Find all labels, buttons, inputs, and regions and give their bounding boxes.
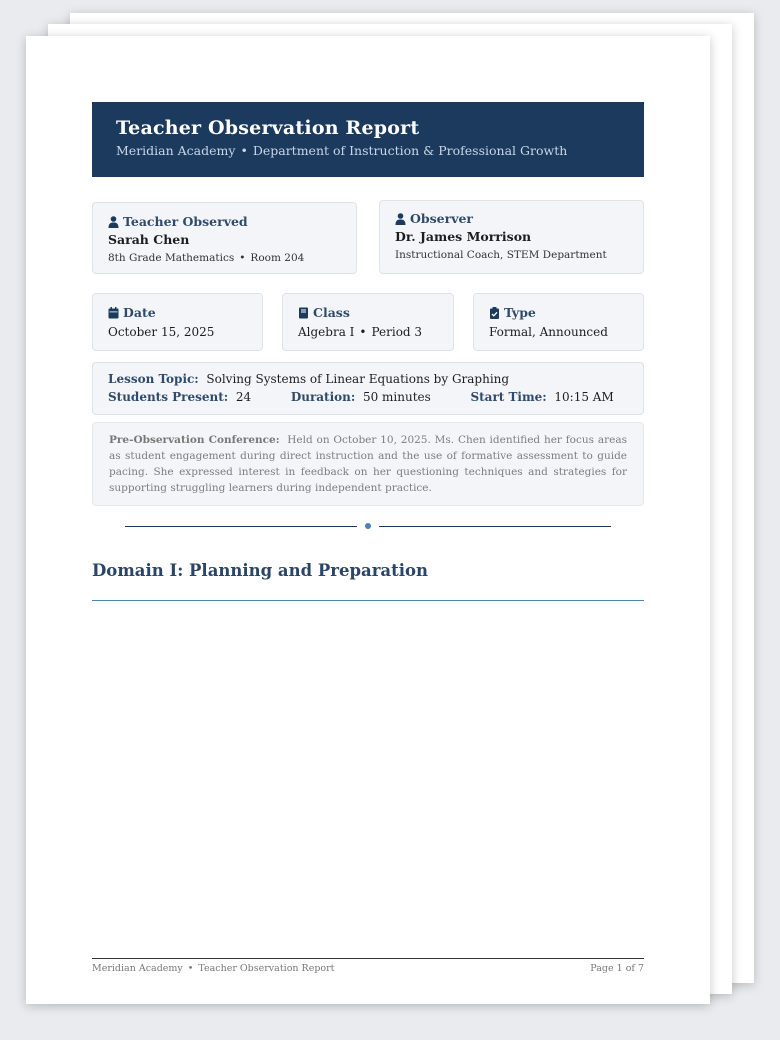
domain-heading-rule <box>92 600 644 601</box>
class-label: Class <box>313 305 350 320</box>
type-card <box>473 293 644 351</box>
teacher-card <box>92 202 357 274</box>
teacher-subject: 8th Grade Mathematics <box>108 252 235 264</box>
observer-label: Observer <box>410 211 474 226</box>
user-icon <box>395 213 406 225</box>
calendar-icon <box>108 307 119 319</box>
teacher-label: Teacher Observed <box>123 214 248 229</box>
start-time-value: 10:15 AM <box>554 390 614 404</box>
duration-value: 50 minutes <box>362 390 431 404</box>
start-time-label: Start Time: <box>470 390 547 404</box>
class-course: Algebra I <box>298 325 355 339</box>
date-card <box>92 293 263 351</box>
teacher-room: Room 204 <box>250 252 305 264</box>
department-name: Department of Instruction & Professional Growth <box>252 143 568 158</box>
date-value: October 15, 2025 <box>108 325 215 339</box>
separator: • <box>187 963 194 974</box>
section-divider-left <box>125 526 357 527</box>
page-number: Page 1 of 7 <box>590 963 644 974</box>
report-page <box>26 36 710 1004</box>
school-name: Meridian Academy <box>116 143 236 158</box>
clipboard-check-icon <box>489 307 500 319</box>
lesson-topic: Solving Systems of Linear Equations by Graphing <box>206 372 510 386</box>
section-divider-dot <box>365 523 371 529</box>
observer-card <box>379 200 644 274</box>
lesson-details-card <box>92 362 644 415</box>
report-header <box>92 102 644 177</box>
footer-rule <box>92 958 644 959</box>
domain-heading: Domain I: Planning and Preparation <box>92 561 429 580</box>
section-divider-right <box>379 526 611 527</box>
separator: • <box>240 143 248 158</box>
separator: • <box>359 325 367 339</box>
class-period: Period 3 <box>371 325 423 339</box>
footer-school: Meridian Academy <box>92 963 183 974</box>
pre-observation-text: Held on October 10, 2025. Ms. Chen identified her focus areas as student engagement during direct instruction and the use of formative assessment to guide pacing. She expressed interest in feedback on her questioning techniques and strategies for supporting struggling learners during independent practice. <box>109 434 627 494</box>
observer-name: Dr. James Morrison <box>395 229 532 244</box>
duration-label: Duration: <box>290 390 356 404</box>
lesson-stats-row <box>108 388 628 406</box>
pre-observation-label: Pre-Observation Conference: <box>109 434 280 446</box>
teacher-name: Sarah Chen <box>108 232 190 247</box>
lesson-topic-label: Lesson Topic: <box>108 372 199 386</box>
class-card <box>282 293 454 351</box>
separator: • <box>239 252 246 264</box>
students-label: Students Present: <box>108 390 229 404</box>
footer-doc-title: Teacher Observation Report <box>198 963 335 974</box>
book-icon <box>298 307 309 319</box>
footer-left <box>92 962 335 975</box>
date-label: Date <box>123 305 156 320</box>
type-label: Type <box>504 305 536 320</box>
report-subtitle <box>116 143 620 159</box>
lesson-topic-row <box>108 370 628 388</box>
students-value: 24 <box>235 390 252 404</box>
pre-observation-note <box>92 422 644 506</box>
report-title: Teacher Observation Report <box>116 117 420 139</box>
user-icon <box>108 216 119 228</box>
type-value: Formal, Announced <box>489 325 608 339</box>
observer-role: Instructional Coach, STEM Department <box>395 249 607 261</box>
